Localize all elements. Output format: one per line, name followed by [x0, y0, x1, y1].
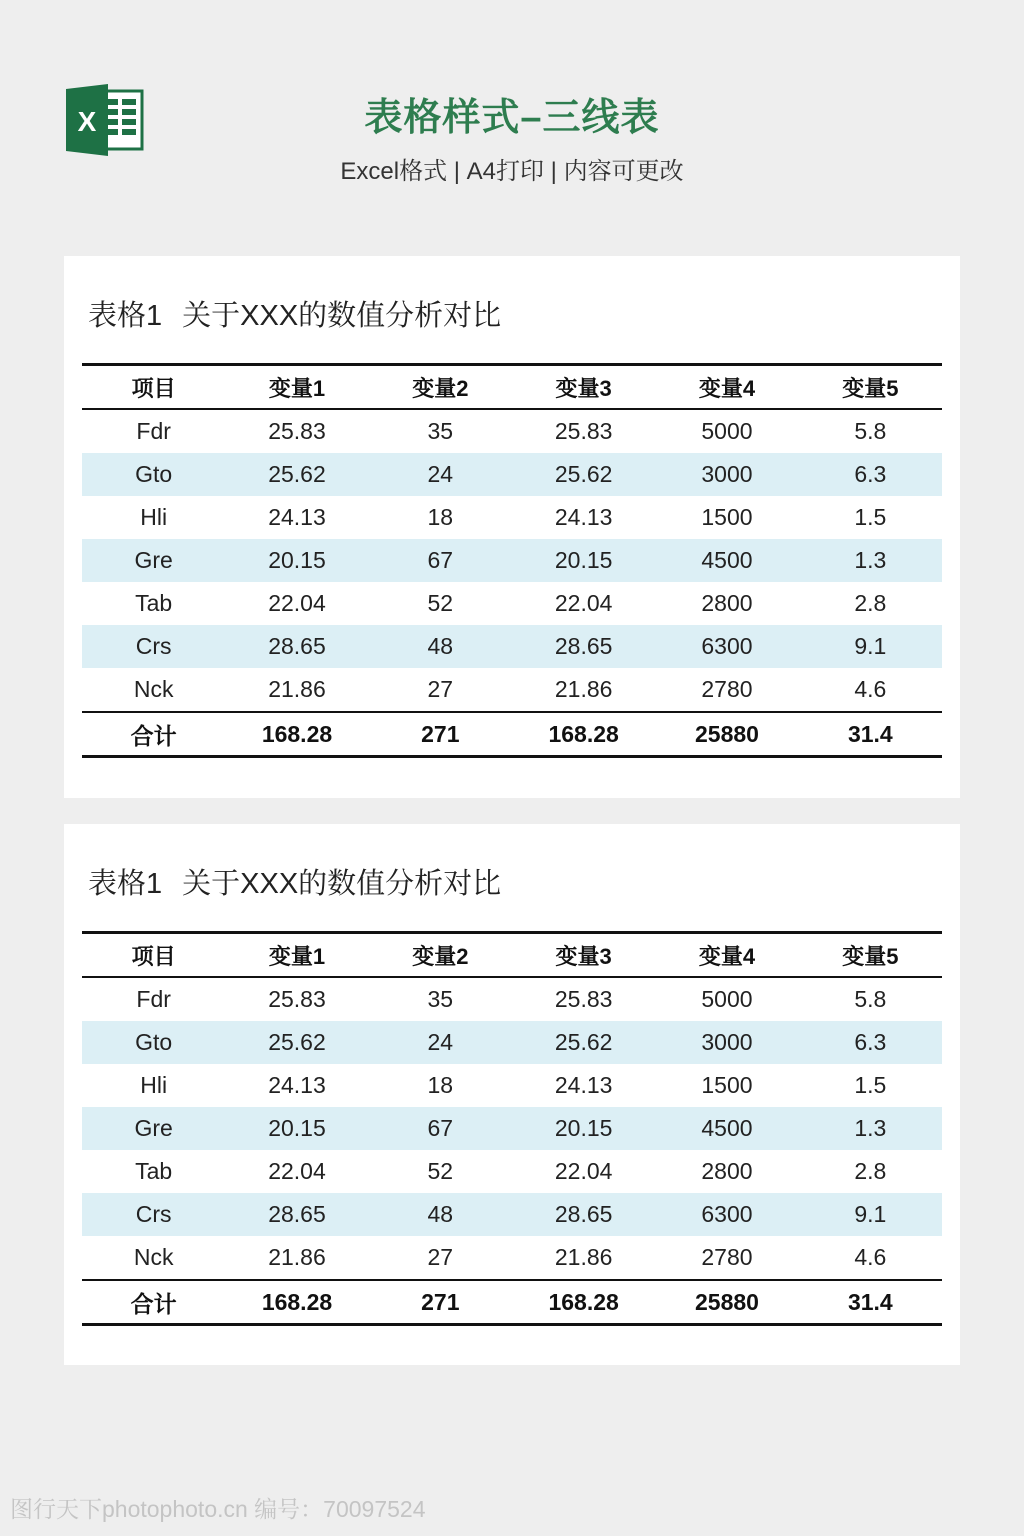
total-cell: 31.4	[847, 720, 893, 747]
table-cell: 24.13	[554, 504, 613, 530]
table-cell: 28.65	[225, 625, 368, 668]
table-cell: 25.62	[512, 1021, 655, 1064]
row-label-cell: Crs	[82, 625, 225, 668]
header-cell: 变量1	[268, 943, 326, 969]
table-caption-text: 关于XXX的数值分析对比	[182, 868, 502, 900]
table-cell: 35	[427, 986, 454, 1012]
total-row	[82, 1280, 942, 1325]
total-cell: 271	[421, 720, 460, 747]
table-row	[82, 1193, 942, 1236]
data-table	[82, 363, 942, 758]
table-cell: 24	[369, 453, 512, 496]
watermark: 图行天下photophoto.cn 编号：70097524	[10, 1496, 426, 1522]
table-caption-number: 表格1	[88, 868, 163, 900]
table-cell: 28.65	[225, 1193, 368, 1236]
table-card	[64, 256, 960, 798]
table-cell: 25.83	[554, 418, 613, 444]
table-cell: 52	[427, 590, 454, 616]
row-label-cell: Gto	[82, 453, 225, 496]
table-cell: 27	[427, 1244, 454, 1270]
total-cell: 合计	[130, 722, 177, 749]
total-cell: 25880	[694, 720, 759, 747]
row-label-cell: Nck	[133, 676, 174, 702]
table-row	[82, 1236, 942, 1280]
header-cell: 项目	[131, 375, 176, 401]
table-row	[82, 539, 942, 582]
row-label-cell: Fdr	[136, 418, 171, 444]
row-label-cell: Fdr	[136, 986, 171, 1012]
table-cell: 22.04	[554, 1158, 613, 1184]
table-cell: 5.8	[854, 986, 887, 1012]
total-cell: 168.28	[261, 1288, 333, 1315]
total-cell: 31.4	[847, 1288, 893, 1315]
row-label-cell: Crs	[82, 1193, 225, 1236]
table-cell: 25.83	[554, 986, 613, 1012]
table-cell: 22.04	[268, 1158, 326, 1184]
table-cell: 24.13	[268, 504, 326, 530]
table-cell: 6300	[655, 1193, 798, 1236]
table-cell: 20.15	[225, 1107, 368, 1150]
data-table	[82, 931, 942, 1326]
table-cell: 5000	[701, 418, 753, 444]
table-caption	[88, 864, 501, 904]
table-cell: 20.15	[512, 539, 655, 582]
table-cell: 22.04	[268, 590, 326, 616]
table-cell: 1500	[701, 1072, 753, 1098]
table-cell: 3000	[655, 453, 798, 496]
table-cell: 2.8	[854, 1158, 887, 1184]
table-row	[82, 453, 942, 496]
table-cell: 4.6	[854, 1244, 887, 1270]
table-cell: 25.83	[268, 986, 326, 1012]
header-cell: 变量4	[698, 375, 756, 401]
table-row	[82, 409, 942, 453]
table-cell: 28.65	[512, 625, 655, 668]
table-cell: 6.3	[799, 1021, 942, 1064]
table-cell: 22.04	[554, 590, 613, 616]
table-cell: 9.1	[799, 1193, 942, 1236]
table-cell: 48	[369, 1193, 512, 1236]
table-cell: 6.3	[799, 453, 942, 496]
table-cell: 24	[369, 1021, 512, 1064]
table-cell: 21.86	[554, 676, 613, 702]
table-cell: 2780	[701, 676, 753, 702]
table-cell: 2800	[701, 1158, 753, 1184]
table-cell: 21.86	[268, 1244, 326, 1270]
page-subtitle: Excel格式 | A4打印 | 内容可更改	[340, 158, 684, 185]
table-cell: 28.65	[512, 1193, 655, 1236]
table-cell: 67	[369, 539, 512, 582]
table-cell: 24.13	[268, 1072, 326, 1098]
table-row	[82, 1150, 942, 1193]
row-label-cell: Nck	[133, 1244, 174, 1270]
table-caption	[88, 296, 501, 336]
table-cell: 1.5	[854, 504, 887, 530]
table-cell: 2800	[701, 590, 753, 616]
header-cell: 变量5	[842, 943, 899, 969]
table-cell: 27	[427, 676, 454, 702]
row-label-cell: Gre	[82, 539, 225, 582]
table-header-row	[82, 933, 942, 978]
table-row	[82, 668, 942, 712]
header-cell: 变量5	[842, 375, 899, 401]
table-cell: 6300	[655, 625, 798, 668]
table-cell: 35	[427, 418, 454, 444]
table-cell: 24.13	[554, 1072, 613, 1098]
table-caption-number: 表格1	[88, 300, 163, 332]
table-cell: 4500	[655, 1107, 798, 1150]
table-row	[82, 496, 942, 539]
table-row	[82, 625, 942, 668]
row-label-cell: Hli	[140, 1072, 168, 1098]
row-label-cell: Tab	[135, 1158, 173, 1184]
table-cell: 1.3	[799, 539, 942, 582]
row-label-cell: Tab	[135, 590, 173, 616]
table-card	[64, 824, 960, 1365]
table-cell: 67	[369, 1107, 512, 1150]
table-cell: 1.3	[799, 1107, 942, 1150]
table-cell: 2780	[701, 1244, 753, 1270]
table-cell: 18	[427, 1072, 454, 1098]
table-row	[82, 1064, 942, 1107]
excel-logo-letter: X	[77, 106, 97, 137]
header-cell: 项目	[131, 943, 176, 969]
row-label-cell: Gto	[82, 1021, 225, 1064]
table-cell: 5.8	[854, 418, 887, 444]
header-cell: 变量3	[555, 375, 612, 401]
table-row	[82, 1107, 942, 1150]
header-cell: 变量2	[412, 943, 469, 969]
table-cell: 25.62	[225, 1021, 368, 1064]
table-cell: 4.6	[854, 676, 887, 702]
table-cell: 25.62	[512, 453, 655, 496]
table-header-row	[82, 365, 942, 410]
table-cell: 18	[427, 504, 454, 530]
page-title: 表格样式–三线表	[364, 97, 660, 139]
table-cell: 25.83	[268, 418, 326, 444]
table-row	[82, 582, 942, 625]
total-cell: 271	[421, 1288, 460, 1315]
total-cell: 168.28	[261, 720, 333, 747]
table-row	[82, 1021, 942, 1064]
table-cell: 20.15	[512, 1107, 655, 1150]
row-label-cell: Hli	[140, 504, 168, 530]
total-cell: 合计	[130, 1290, 177, 1317]
table-cell: 4500	[655, 539, 798, 582]
table-cell: 9.1	[799, 625, 942, 668]
table-cell: 48	[369, 625, 512, 668]
table-cell: 2.8	[854, 590, 887, 616]
table-cell: 1.5	[854, 1072, 887, 1098]
table-cell: 52	[427, 1158, 454, 1184]
table-cell: 20.15	[225, 539, 368, 582]
table-cell: 3000	[655, 1021, 798, 1064]
table-row	[82, 977, 942, 1021]
row-label-cell: Gre	[82, 1107, 225, 1150]
table-cell: 25.62	[225, 453, 368, 496]
header-cell: 变量2	[412, 375, 469, 401]
total-cell: 168.28	[548, 1288, 619, 1315]
total-cell: 168.28	[548, 720, 619, 747]
header-cell: 变量3	[555, 943, 612, 969]
table-cell: 1500	[701, 504, 753, 530]
table-cell: 21.86	[554, 1244, 613, 1270]
table-cell: 21.86	[268, 676, 326, 702]
header-cell: 变量4	[698, 943, 756, 969]
table-cell: 5000	[701, 986, 753, 1012]
total-cell: 25880	[694, 1288, 759, 1315]
total-row	[82, 712, 942, 757]
header-cell: 变量1	[268, 375, 326, 401]
table-caption-text: 关于XXX的数值分析对比	[182, 300, 502, 332]
